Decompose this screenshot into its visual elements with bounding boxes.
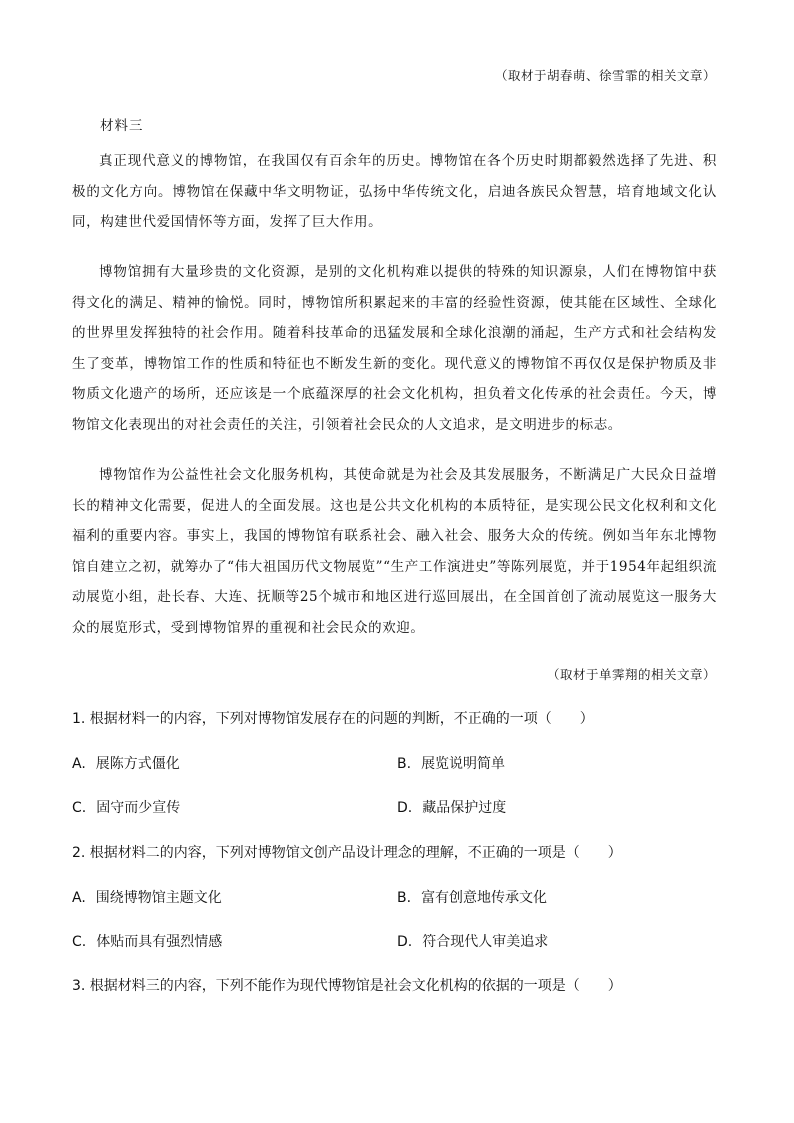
option-letter: D.	[397, 800, 413, 816]
material-3-title: 材料三	[100, 118, 144, 134]
option-text: 固守而少宣传	[96, 800, 181, 816]
option-text: 体贴而具有强烈情感	[96, 934, 223, 950]
option-letter: B.	[397, 890, 412, 906]
option-text: 展览说明简单	[421, 756, 506, 772]
option-text: 符合现代人审美追求	[422, 934, 549, 950]
question-1-option-b[interactable]	[397, 753, 505, 773]
option-letter: C.	[72, 934, 87, 950]
question-1-option-a[interactable]	[72, 753, 180, 773]
question-1-option-c[interactable]	[72, 797, 180, 817]
option-letter: D.	[397, 934, 413, 950]
option-letter: A.	[72, 890, 86, 906]
source-citation-top: （取材于胡春萌、徐雪霏的相关文章）	[494, 68, 716, 83]
material-3-paragraph-3: 博物馆作为公益性社会文化服务机构，其使命就是为社会及其发展服务，不断满足广大民众日益增长的精神文化需要，促进人的全面发展。这也是公共文化机构的本质特征，是实现公民文化权利和文化福利的重要内容。事实上，我国的博物馆有联系社会、融入社会、服务大众的传统。例如当年东北博物馆自建立之初，就筹办了“伟大祖国历代文物展览”“生产工作演进史”等陈列展览，并于1954年起组织流动展览小组，赴长春、大连、抚顺等25个城市和地区进行巡回展出，在全国首创了流动展览这一服务大众的展览形式，受到博物馆界的重视和社会民众的欢迎。	[72, 467, 717, 636]
option-letter: B.	[397, 756, 412, 772]
material-3-paragraph-1: 真正现代意义的博物馆，在我国仅有百余年的历史。博物馆在各个历史时期都毅然选择了先进、积极的文化方向。博物馆在保藏中华文明物证，弘扬中华传统文化，启迪各族民众智慧，培育地域文化认同，构建世代爱国情怀等方面，发挥了巨大作用。	[72, 153, 717, 230]
question-1-stem: 1. 根据材料一的内容，下列对博物馆发展存在的问题的判断，不正确的一项（ ）	[72, 711, 594, 727]
question-1-option-d[interactable]	[397, 797, 506, 817]
material-3-paragraph-2: 博物馆拥有大量珍贵的文化资源，是别的文化机构难以提供的特殊的知识源泉，人们在博物馆中获得文化的满足、精神的愉悦。同时，博物馆所积累起来的丰富的经验性资源，使其能在区域性、全球化的世界里发挥独特的社会作用。随着科技革命的迅猛发展和全球化浪潮的涌起，生产方式和社会结构发生了变革，博物馆工作的性质和特征也不断发生新的变化。现代意义的博物馆不再仅仅是保护物质及非物质文化遗产的场所，还应该是一个底蕴深厚的社会文化机构，担负着文化传承的社会责任。今天，博物馆文化表现出的对社会责任的关注，引领着社会民众的人文追求，是文明进步的标志。	[72, 264, 717, 433]
option-text: 富有创意地传承文化	[421, 890, 548, 906]
question-2-stem: 2. 根据材料二的内容，下列对博物馆文创产品设计理念的理解，不正确的一项是（ ）	[72, 845, 622, 861]
question-2-option-d[interactable]	[397, 931, 548, 951]
question-3-stem: 3. 根据材料三的内容，下列不能作为现代博物馆是社会文化机构的依据的一项是（ ）	[72, 978, 622, 994]
option-letter: A.	[72, 756, 86, 772]
option-text: 围绕博物馆主题文化	[95, 890, 222, 906]
option-letter: C.	[72, 800, 87, 816]
question-2-option-b[interactable]	[397, 887, 547, 907]
option-text: 展陈方式僵化	[95, 756, 180, 772]
option-text: 藏品保护过度	[422, 800, 507, 816]
question-2-option-a[interactable]	[72, 887, 222, 907]
source-citation-bottom: （取材于单霁翔的相关文章）	[546, 667, 716, 682]
question-2-option-c[interactable]	[72, 931, 222, 951]
